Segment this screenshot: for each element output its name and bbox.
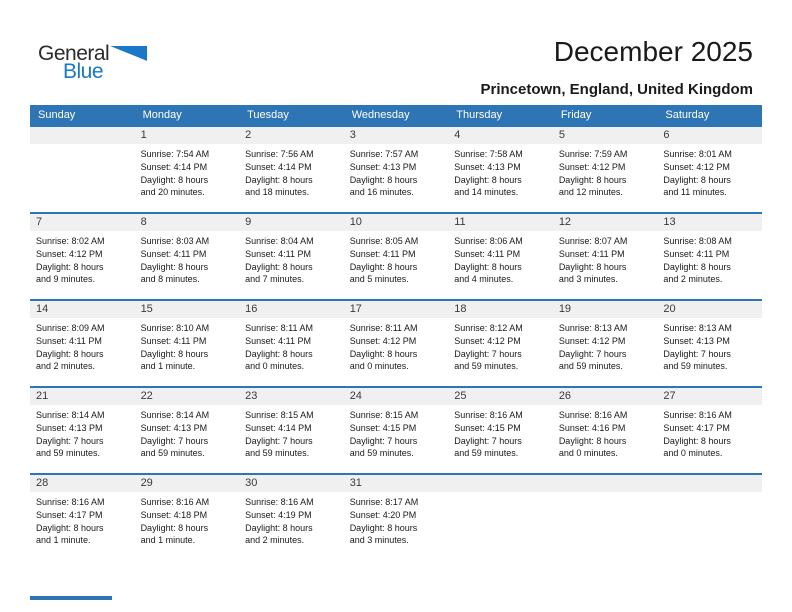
daylight-text-line2: and 3 minutes. xyxy=(349,535,409,546)
daylight-text-line2: and 18 minutes. xyxy=(245,187,310,198)
daylight-text-line1: Daylight: 8 hours xyxy=(140,174,209,185)
sunset-text: Sunset: 4:12 PM xyxy=(36,248,103,259)
day-number: 6 xyxy=(657,127,762,144)
sunset-text: Sunset: 4:15 PM xyxy=(454,422,521,433)
page-title: December 2025 xyxy=(553,36,753,67)
week-row xyxy=(30,300,762,387)
daylight-text-line1: Daylight: 8 hours xyxy=(36,522,104,533)
daylight-text-line2: and 9 minutes. xyxy=(36,274,96,285)
day-cell xyxy=(239,213,344,300)
daylight-text-line2: and 2 minutes. xyxy=(245,535,305,546)
day-cell xyxy=(135,387,240,474)
sunset-text: Sunset: 4:12 PM xyxy=(454,335,521,346)
day-cell xyxy=(30,300,135,387)
title-block xyxy=(481,36,754,98)
day-number: 4 xyxy=(448,127,553,144)
day-cell xyxy=(657,300,762,387)
day-cell xyxy=(239,474,344,561)
logo-triangle-icon xyxy=(110,46,147,61)
day-number: 10 xyxy=(344,214,449,231)
sunrise-text: Sunrise: 8:17 AM xyxy=(349,497,419,507)
day-number: 26 xyxy=(553,388,658,405)
sunrise-text: Sunrise: 8:03 AM xyxy=(140,236,210,246)
sunrise-text: Sunrise: 8:16 AM xyxy=(558,410,628,420)
daylight-text-line1: Daylight: 7 hours xyxy=(454,348,522,359)
day-number: 20 xyxy=(657,301,762,318)
day-details xyxy=(553,231,658,286)
daylight-text-line1: Daylight: 7 hours xyxy=(36,435,104,446)
day-details xyxy=(448,231,553,286)
day-details xyxy=(239,144,344,199)
daylight-text-line1: Daylight: 8 hours xyxy=(663,174,731,185)
sunrise-text: Sunrise: 8:04 AM xyxy=(245,236,314,246)
sunset-text: Sunset: 4:17 PM xyxy=(663,422,730,433)
day-cell xyxy=(448,126,553,213)
empty-day-cell xyxy=(448,474,553,561)
daylight-text-line2: and 59 minutes. xyxy=(454,361,519,372)
day-details xyxy=(30,318,135,373)
daylight-text-line1: Daylight: 8 hours xyxy=(36,348,104,359)
daylight-text-line1: Daylight: 8 hours xyxy=(558,435,627,446)
daylight-text-line2: and 0 minutes. xyxy=(558,448,618,459)
day-cell xyxy=(135,213,240,300)
day-details xyxy=(30,405,135,460)
daylight-text-line1: Daylight: 8 hours xyxy=(245,174,313,185)
daylight-text-line1: Daylight: 8 hours xyxy=(349,348,418,359)
daylight-text-line1: Daylight: 8 hours xyxy=(245,348,313,359)
day-cell xyxy=(344,387,449,474)
daylight-text-line1: Daylight: 7 hours xyxy=(663,348,731,359)
daylight-text-line2: and 0 minutes. xyxy=(245,361,305,372)
daylight-text-line2: and 11 minutes. xyxy=(663,187,727,198)
day-number: 12 xyxy=(553,214,658,231)
day-number: 23 xyxy=(239,388,344,405)
empty-day-cell xyxy=(553,474,658,561)
sunset-text: Sunset: 4:18 PM xyxy=(140,509,208,520)
daylight-text-line2: and 59 minutes. xyxy=(558,361,623,372)
sunset-text: Sunset: 4:11 PM xyxy=(558,248,625,259)
sunrise-text: Sunrise: 8:02 AM xyxy=(36,236,105,246)
sunset-text: Sunset: 4:20 PM xyxy=(349,509,417,520)
sunrise-text: Sunrise: 7:58 AM xyxy=(454,149,523,159)
day-cell xyxy=(448,213,553,300)
daylight-text-line2: and 59 minutes. xyxy=(140,448,205,459)
day-details xyxy=(135,405,240,460)
day-number: 30 xyxy=(239,475,344,492)
day-details xyxy=(30,231,135,286)
sunset-text: Sunset: 4:13 PM xyxy=(36,422,103,433)
sunset-text: Sunset: 4:11 PM xyxy=(454,248,521,259)
day-cell xyxy=(30,474,135,561)
day-details xyxy=(657,318,762,373)
daylight-text-line1: Daylight: 8 hours xyxy=(349,522,418,533)
day-cell xyxy=(553,213,658,300)
daylight-text-line1: Daylight: 8 hours xyxy=(36,261,104,272)
sunset-text: Sunset: 4:13 PM xyxy=(663,335,730,346)
daylight-text-line1: Daylight: 8 hours xyxy=(140,522,209,533)
daylight-text-line2: and 0 minutes. xyxy=(663,448,723,459)
day-cell xyxy=(553,387,658,474)
daylight-text-line2: and 1 minute. xyxy=(36,535,91,546)
day-details xyxy=(448,318,553,373)
day-number: 7 xyxy=(30,214,135,231)
day-details xyxy=(553,144,658,199)
sunrise-text: Sunrise: 8:13 AM xyxy=(558,323,628,333)
day-cell xyxy=(344,300,449,387)
day-cell xyxy=(553,300,658,387)
sunrise-text: Sunrise: 8:11 AM xyxy=(349,323,418,333)
day-cell xyxy=(135,126,240,213)
daylight-text-line2: and 7 minutes. xyxy=(245,274,305,285)
day-cell xyxy=(135,300,240,387)
day-details xyxy=(239,405,344,460)
day-number: 21 xyxy=(30,388,135,405)
daylight-text-line2: and 16 minutes. xyxy=(349,187,414,198)
day-details xyxy=(30,492,135,547)
day-number: 11 xyxy=(448,214,553,231)
week-row xyxy=(30,474,762,561)
sunrise-text: Sunrise: 7:59 AM xyxy=(558,149,628,159)
general-blue-logo xyxy=(38,42,147,84)
footer-accent-bar xyxy=(30,596,112,600)
day-details xyxy=(239,318,344,373)
day-number xyxy=(448,475,553,492)
sunset-text: Sunset: 4:12 PM xyxy=(349,335,417,346)
day-details xyxy=(448,144,553,199)
day-number: 19 xyxy=(553,301,658,318)
sunrise-text: Sunrise: 8:16 AM xyxy=(245,497,314,507)
sunset-text: Sunset: 4:14 PM xyxy=(245,422,312,433)
day-details xyxy=(135,144,240,199)
daylight-text-line2: and 8 minutes. xyxy=(140,274,200,285)
sunrise-text: Sunrise: 8:14 AM xyxy=(140,410,210,420)
day-cell xyxy=(135,474,240,561)
week-row xyxy=(30,387,762,474)
sunrise-text: Sunrise: 7:57 AM xyxy=(349,149,419,159)
sunrise-text: Sunrise: 8:15 AM xyxy=(245,410,314,420)
sunset-text: Sunset: 4:11 PM xyxy=(140,248,207,259)
daylight-text-line2: and 1 minute. xyxy=(140,361,196,372)
weekday-header-tuesday: Tuesday xyxy=(239,105,344,126)
daylight-text-line1: Daylight: 8 hours xyxy=(663,435,731,446)
day-number: 24 xyxy=(344,388,449,405)
day-cell xyxy=(657,126,762,213)
daylight-text-line2: and 2 minutes. xyxy=(663,274,723,285)
daylight-text-line1: Daylight: 8 hours xyxy=(349,174,418,185)
daylight-text-line1: Daylight: 8 hours xyxy=(349,261,418,272)
day-number: 1 xyxy=(135,127,240,144)
day-details xyxy=(553,405,658,460)
day-cell xyxy=(30,213,135,300)
sunrise-text: Sunrise: 8:06 AM xyxy=(454,236,523,246)
daylight-text-line1: Daylight: 7 hours xyxy=(558,348,627,359)
day-cell xyxy=(344,126,449,213)
daylight-text-line2: and 59 minutes. xyxy=(349,448,414,459)
day-details xyxy=(239,492,344,547)
day-number: 16 xyxy=(239,301,344,318)
sunrise-text: Sunrise: 7:56 AM xyxy=(245,149,314,159)
sunrise-text: Sunrise: 8:13 AM xyxy=(663,323,732,333)
sunrise-text: Sunrise: 8:16 AM xyxy=(36,497,105,507)
day-number: 13 xyxy=(657,214,762,231)
daylight-text-line2: and 14 minutes. xyxy=(454,187,519,198)
sunrise-text: Sunrise: 8:14 AM xyxy=(36,410,105,420)
day-number: 29 xyxy=(135,475,240,492)
day-details xyxy=(553,318,658,373)
week-row xyxy=(30,126,762,213)
daylight-text-line1: Daylight: 7 hours xyxy=(245,435,313,446)
sunrise-text: Sunrise: 8:07 AM xyxy=(558,236,628,246)
weekday-header-row xyxy=(30,105,762,126)
day-details xyxy=(657,405,762,460)
daylight-text-line2: and 59 minutes. xyxy=(663,361,728,372)
week-row xyxy=(30,213,762,300)
day-details xyxy=(239,231,344,286)
day-number: 25 xyxy=(448,388,553,405)
sunset-text: Sunset: 4:11 PM xyxy=(245,335,311,346)
daylight-text-line1: Daylight: 7 hours xyxy=(454,435,522,446)
day-number: 27 xyxy=(657,388,762,405)
sunrise-text: Sunrise: 8:10 AM xyxy=(140,323,210,333)
sunrise-text: Sunrise: 8:12 AM xyxy=(454,323,523,333)
day-cell xyxy=(657,387,762,474)
daylight-text-line1: Daylight: 8 hours xyxy=(558,174,627,185)
sunset-text: Sunset: 4:15 PM xyxy=(349,422,417,433)
sunset-text: Sunset: 4:17 PM xyxy=(36,509,103,520)
location-subtitle: Princetown, England, United Kingdom xyxy=(480,81,753,98)
day-details xyxy=(657,231,762,286)
daylight-text-line1: Daylight: 7 hours xyxy=(349,435,418,446)
weekday-header-saturday: Saturday xyxy=(657,105,762,126)
daylight-text-line2: and 1 minute. xyxy=(140,535,196,546)
day-cell xyxy=(239,300,344,387)
sunrise-text: Sunrise: 8:11 AM xyxy=(245,323,313,333)
day-cell xyxy=(657,213,762,300)
weekday-header-sunday: Sunday xyxy=(30,105,135,126)
sunset-text: Sunset: 4:11 PM xyxy=(245,248,311,259)
calendar-table xyxy=(30,105,762,561)
day-details xyxy=(344,318,449,373)
day-details xyxy=(657,144,762,199)
day-details xyxy=(135,318,240,373)
sunset-text: Sunset: 4:13 PM xyxy=(454,161,521,172)
day-number xyxy=(553,475,658,492)
day-cell xyxy=(553,126,658,213)
daylight-text-line1: Daylight: 8 hours xyxy=(663,261,731,272)
sunset-text: Sunset: 4:12 PM xyxy=(558,161,626,172)
logo-text-general: General xyxy=(38,42,110,65)
day-details xyxy=(344,144,449,199)
day-number: 9 xyxy=(239,214,344,231)
sunrise-text: Sunrise: 7:54 AM xyxy=(140,149,210,159)
daylight-text-line2: and 59 minutes. xyxy=(36,448,101,459)
sunrise-text: Sunrise: 8:01 AM xyxy=(663,149,732,159)
day-number: 15 xyxy=(135,301,240,318)
day-number: 2 xyxy=(239,127,344,144)
day-number: 31 xyxy=(344,475,449,492)
sunset-text: Sunset: 4:13 PM xyxy=(349,161,417,172)
day-cell xyxy=(344,474,449,561)
day-details xyxy=(344,405,449,460)
sunset-text: Sunset: 4:16 PM xyxy=(558,422,626,433)
day-number: 22 xyxy=(135,388,240,405)
day-number: 28 xyxy=(30,475,135,492)
day-details xyxy=(135,492,240,547)
daylight-text-line1: Daylight: 8 hours xyxy=(245,522,313,533)
sunrise-text: Sunrise: 8:08 AM xyxy=(663,236,732,246)
day-number xyxy=(657,475,762,492)
day-cell xyxy=(448,300,553,387)
sunset-text: Sunset: 4:11 PM xyxy=(663,248,730,259)
day-cell xyxy=(344,213,449,300)
sunset-text: Sunset: 4:12 PM xyxy=(558,335,626,346)
sunset-text: Sunset: 4:14 PM xyxy=(245,161,312,172)
sunset-text: Sunset: 4:12 PM xyxy=(663,161,730,172)
sunrise-text: Sunrise: 8:15 AM xyxy=(349,410,419,420)
day-number: 8 xyxy=(135,214,240,231)
daylight-text-line1: Daylight: 8 hours xyxy=(140,261,209,272)
daylight-text-line2: and 59 minutes. xyxy=(245,448,310,459)
day-details xyxy=(448,405,553,460)
daylight-text-line1: Daylight: 8 hours xyxy=(454,174,522,185)
sunset-text: Sunset: 4:11 PM xyxy=(349,248,416,259)
daylight-text-line2: and 12 minutes. xyxy=(558,187,623,198)
daylight-text-line1: Daylight: 8 hours xyxy=(245,261,313,272)
day-number: 3 xyxy=(344,127,449,144)
daylight-text-line1: Daylight: 7 hours xyxy=(140,435,209,446)
daylight-text-line2: and 20 minutes. xyxy=(140,187,205,198)
day-details xyxy=(344,231,449,286)
sunrise-text: Sunrise: 8:09 AM xyxy=(36,323,105,333)
empty-day-cell xyxy=(30,126,135,213)
daylight-text-line2: and 0 minutes. xyxy=(349,361,409,372)
sunrise-text: Sunrise: 8:16 AM xyxy=(140,497,210,507)
day-number: 5 xyxy=(553,127,658,144)
weekday-header-monday: Monday xyxy=(135,105,240,126)
sunrise-text: Sunrise: 8:16 AM xyxy=(454,410,523,420)
day-number xyxy=(30,127,135,144)
day-cell xyxy=(239,387,344,474)
daylight-text-line2: and 5 minutes. xyxy=(349,274,409,285)
sunset-text: Sunset: 4:11 PM xyxy=(36,335,102,346)
daylight-text-line1: Daylight: 8 hours xyxy=(140,348,209,359)
sunrise-text: Sunrise: 8:16 AM xyxy=(663,410,732,420)
daylight-text-line1: Daylight: 8 hours xyxy=(454,261,522,272)
empty-day-cell xyxy=(657,474,762,561)
day-details xyxy=(344,492,449,547)
day-number: 18 xyxy=(448,301,553,318)
daylight-text-line2: and 59 minutes. xyxy=(454,448,519,459)
day-cell xyxy=(30,387,135,474)
day-cell xyxy=(239,126,344,213)
day-number: 17 xyxy=(344,301,449,318)
weekday-header-friday: Friday xyxy=(553,105,658,126)
weekday-header-wednesday: Wednesday xyxy=(344,105,449,126)
daylight-text-line2: and 2 minutes. xyxy=(36,361,96,372)
sunset-text: Sunset: 4:11 PM xyxy=(140,335,207,346)
day-details xyxy=(135,231,240,286)
sunrise-text: Sunrise: 8:05 AM xyxy=(349,236,419,246)
sunset-text: Sunset: 4:14 PM xyxy=(140,161,208,172)
sunset-text: Sunset: 4:19 PM xyxy=(245,509,312,520)
day-number: 14 xyxy=(30,301,135,318)
daylight-text-line2: and 4 minutes. xyxy=(454,274,514,285)
weekday-header-thursday: Thursday xyxy=(448,105,553,126)
logo-text-blue: Blue xyxy=(63,60,104,83)
day-cell xyxy=(448,387,553,474)
daylight-text-line1: Daylight: 8 hours xyxy=(558,261,627,272)
daylight-text-line2: and 3 minutes. xyxy=(558,274,618,285)
calendar-body xyxy=(30,126,762,561)
sunset-text: Sunset: 4:13 PM xyxy=(140,422,208,433)
